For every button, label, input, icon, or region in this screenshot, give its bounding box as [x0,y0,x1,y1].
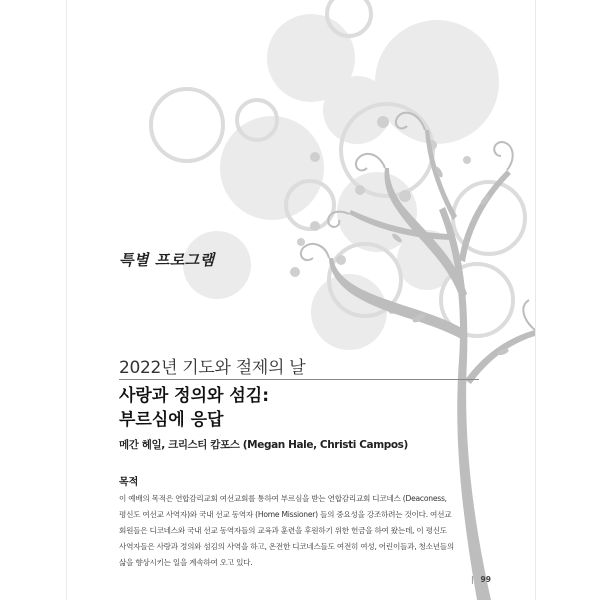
paragraph-line: 삶을 향상시키는 일을 계속하여 오고 있다. [119,558,253,567]
page-title [119,384,269,432]
purpose-heading: 목적 [119,477,139,488]
decorative-circles [183,14,499,350]
page-number: 99 [480,575,491,584]
section-label: 특별 프로그램 [119,251,215,269]
authors-byline: 메간 헤일, 크리스티 캄포스 (Megan Hale, Christi Campos) [119,439,408,451]
title-line-1: 사랑과 정의와 섬김: [119,386,270,406]
title-line-2: 부르심에 응답 [119,410,224,430]
service-subtitle: 2022년 기도와 절제의 날 [119,358,306,378]
paragraph-line: 평신도 여선교 사역자)와 국내 선교 동역자 (Home Missioner) 들의 중요성을 강조하려는 것이다. 여선교 [119,510,452,519]
purpose-paragraph [119,491,509,571]
footer-separator: | [471,575,474,584]
paragraph-line: 회원들은 디코네스와 국내 선교 동역자들의 교육과 훈련을 후원하기 위한 헌금을 하여 왔는데, 이 평신도 [119,526,447,535]
title-divider [119,379,479,380]
page-footer [471,575,491,584]
paragraph-line: 사역자들은 사랑과 정의와 섬김의 사역을 하고, 온전한 디코네스들도 여전히 여성, 어린이들과, 청소년들의 [119,542,454,551]
paragraph-line: 이 예배의 목적은 연합감리교회 여선교회를 통하여 부르심을 받는 연합감리교회 디코네스 (Deaconess, [119,494,447,503]
document-page [66,0,536,600]
